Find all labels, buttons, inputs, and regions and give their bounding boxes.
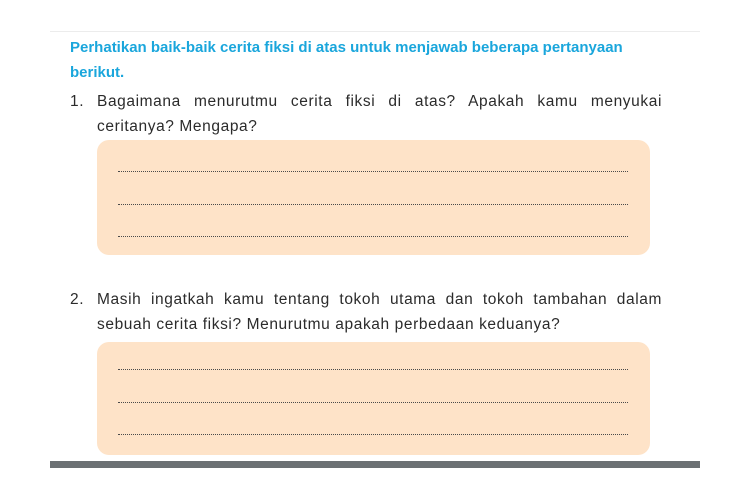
question-2 (70, 288, 662, 337)
top-rule (50, 31, 700, 32)
answer-line (118, 369, 628, 370)
bottom-bar (50, 461, 700, 468)
question-2-number: 2. (70, 291, 85, 308)
question-2-line-2: sebuah cerita fiksi? Menurutmu apakah perbedaan keduanya? (97, 315, 561, 333)
answer-box-2 (97, 342, 650, 455)
answer-line (118, 402, 628, 403)
answer-box-1 (97, 140, 650, 255)
answer-line (118, 171, 628, 172)
answer-line (118, 236, 628, 237)
question-1-text (97, 90, 662, 139)
question-1-number: 1. (70, 93, 85, 110)
instruction-text (70, 35, 623, 85)
question-1-line-1: Bagaimana menurutmu cerita fiksi di atas? Apakah kamu menyukai (97, 93, 662, 110)
question-2-line-1: Masih ingatkah kamu tentang tokoh utama dan tokoh tambahan dalam (97, 291, 662, 308)
instruction-line-1: Perhatikan baik-baik cerita fiksi di atas untuk menjawab beberapa pertanyaan (70, 39, 623, 56)
answer-line (118, 434, 628, 435)
question-1 (70, 90, 662, 139)
question-1-line-2: ceritanya? Mengapa? (97, 117, 258, 135)
answer-line (118, 204, 628, 205)
question-2-text (97, 288, 662, 337)
instruction-line-2: berikut. (70, 64, 125, 81)
